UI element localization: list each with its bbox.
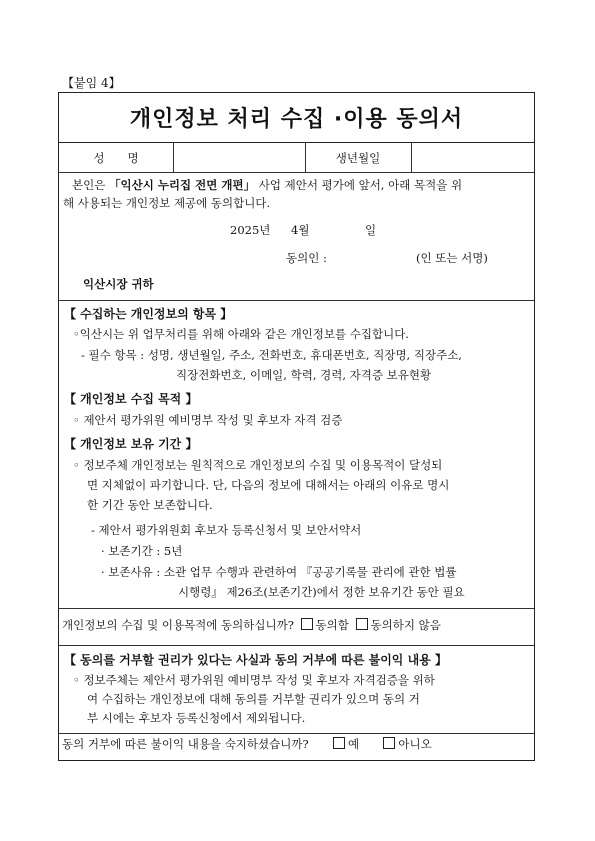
divider [59, 300, 534, 301]
birth-field[interactable] [411, 143, 534, 172]
section3-line: 시행령』 제26조(보존기간)에서 정한 보유기간 동안 필요 [178, 585, 465, 599]
section-retention-heading: 【 개인정보 보유 기간 】 [64, 437, 198, 451]
section3-line: ◦ 정보주체 개인정보는 원칙적으로 개인정보의 수집 및 이용목적이 달성되 [73, 458, 443, 472]
date-month: 4월 [291, 223, 310, 237]
agree-checkbox[interactable] [301, 618, 313, 630]
question-text: 동의 거부에 따른 불이익 내용을 숙지하셨습니까? [62, 737, 309, 751]
consent-line-2: 해 사용되는 개인정보 제공에 동의합니다. [63, 196, 271, 210]
consent-prefix: 본인은 [72, 178, 106, 192]
birth-label: 생년월일 [335, 150, 381, 165]
acknowledge-question [62, 735, 432, 754]
section-purpose-heading: 【 개인정보 수집 목적 】 [64, 392, 198, 406]
section3-line: - 제안서 평가위원회 후보자 등록신청서 및 보안서약서 [91, 523, 362, 537]
divider [59, 645, 534, 646]
section3-line: 한 기간 동안 보존합니다. [87, 498, 213, 512]
section4-line: ◦ 정보주체는 제안서 평가위원 예비명부 작성 및 후보자 자격검증을 위하 [73, 673, 435, 687]
section1-line: 직장전화번호, 이메일, 학력, 경력, 자격증 보유현황 [176, 368, 432, 382]
date-day: 일 [365, 223, 377, 237]
consent-line-1 [72, 176, 462, 195]
section2-line: ◦ 제안서 평가위원 예비명부 작성 및 후보자 자격 검증 [73, 413, 343, 427]
yes-label: 예 [347, 737, 360, 751]
agree-label: 동의함 [315, 618, 349, 632]
section-collected-items-heading: 【 수집하는 개인정보의 항목 】 [64, 307, 233, 321]
consent-form [58, 92, 535, 761]
title-row [59, 93, 534, 143]
no-checkbox[interactable] [383, 737, 395, 749]
section-refusal-heading: 【 동의를 거부할 권리가 있다는 사실과 동의 거부에 따른 불이익 내용 】 [64, 653, 447, 667]
form-title: 개인정보 처리 수집 ·이용 동의서 [129, 107, 464, 132]
section3-line: 면 지체없이 파기합니다. 단, 다음의 정보에 대해서는 아래의 이유로 명시 [87, 478, 450, 492]
section4-line: 부 시에는 후보자 등록신청에서 제외됩니다. [87, 711, 306, 725]
section1-line: ◦익산시는 위 업무처리를 위해 아래와 같은 개인정보를 수집합니다. [73, 327, 409, 341]
sign-hint: (인 또는 서명) [416, 251, 488, 265]
divider [59, 733, 534, 734]
section1-line: - 필수 항목 : 성명, 생년월일, 주소, 전화번호, 휴대폰번호, 직장명, 직장주소, [81, 348, 462, 362]
no-label: 아니오 [398, 737, 432, 751]
yes-checkbox[interactable] [333, 737, 345, 749]
disagree-checkbox[interactable] [356, 618, 368, 630]
question-text: 개인정보의 수집 및 이용목적에 동의하십니까? [62, 618, 294, 632]
section3-line: · 보존사유 : 소관 업무 수행과 관련하여 『공공기록물 관리에 관한 법률 [101, 565, 457, 579]
addressee: 익산시장 귀하 [83, 277, 154, 291]
date-year: 2025년 [230, 223, 271, 237]
signer-label: 동의인 : [286, 251, 327, 265]
attachment-label: 【붙임 4】 [62, 76, 121, 90]
info-row-divider [59, 172, 534, 173]
name-label: 성 명 [93, 150, 139, 165]
section4-line: 여 수집하는 개인정보에 대해 동의를 거부할 권리가 있으며 동의 거 [87, 692, 420, 706]
project-name: 「익산시 누리집 전면 개편」 [108, 178, 256, 192]
section3-line: · 보존기간 : 5년 [101, 544, 183, 558]
disagree-label: 동의하지 않음 [370, 618, 441, 632]
divider [59, 608, 534, 609]
consent-suffix: 사업 제안서 평가에 앞서, 아래 목적을 위 [258, 178, 463, 192]
name-field[interactable] [173, 143, 305, 172]
consent-question [62, 616, 441, 635]
